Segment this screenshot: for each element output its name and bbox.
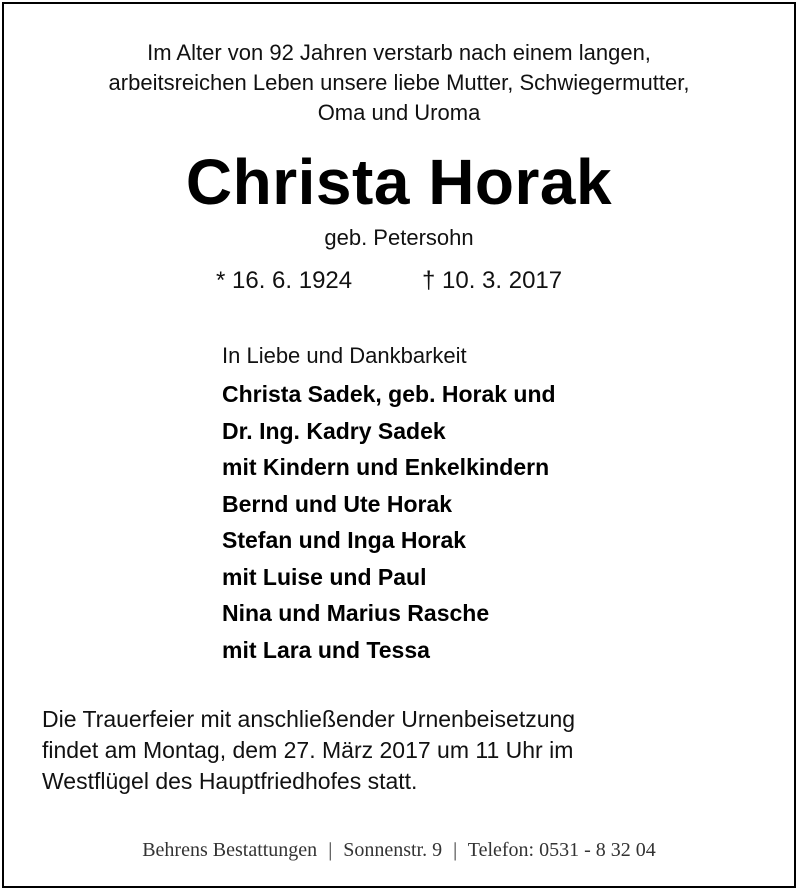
- mourners-intro: In Liebe und Dankbarkeit: [222, 343, 467, 368]
- funeral-home-footer: [4, 836, 794, 864]
- intro-line: Oma und Uroma: [317, 100, 481, 125]
- mourner-line: Nina und Marius Rasche: [222, 600, 490, 626]
- intro-line: Im Alter von 92 Jahren verstarb nach einem langen,: [147, 40, 651, 65]
- death-date: † 10. 3. 2017: [422, 267, 563, 294]
- funeral-home-name: Behrens Bestattungen: [142, 839, 318, 861]
- mourner-line: Stefan und Inga Horak: [222, 527, 467, 553]
- maiden-name: geb. Petersohn: [324, 225, 474, 250]
- footer-separator: |: [328, 839, 333, 861]
- footer-separator: |: [453, 839, 458, 861]
- birth-date: * 16. 6. 1924: [216, 267, 353, 294]
- deceased-name: Christa Horak: [185, 146, 613, 218]
- mourner-line: Dr. Ing. Kadry Sadek: [222, 417, 446, 444]
- funeral-notice: [42, 704, 575, 797]
- funeral-line: findet am Montag, dem 27. März 2017 um 11 Uhr im: [42, 737, 574, 763]
- mourner-line: mit Luise und Paul: [222, 563, 427, 590]
- funeral-home-phone: Telefon: 0531 - 8 32 04: [467, 839, 656, 861]
- mourner-line: mit Kindern und Enkelkindern: [222, 454, 550, 480]
- funeral-home-address: Sonnenstr. 9: [343, 839, 443, 861]
- funeral-line: Die Trauerfeier mit anschließender Urnenbeisetzung: [42, 706, 576, 732]
- mourner-line: Christa Sadek, geb. Horak und: [222, 381, 556, 407]
- obituary-notice: [2, 2, 796, 888]
- funeral-line: Westflügel des Hauptfriedhofes statt.: [42, 768, 418, 794]
- intro-text: [4, 38, 794, 128]
- mourner-line: mit Lara und Tessa: [222, 636, 430, 663]
- intro-line: arbeitsreichen Leben unsere liebe Mutter, Schwiegermutter,: [108, 70, 690, 95]
- mourners-list: [222, 342, 556, 668]
- mourner-line: Bernd und Ute Horak: [222, 490, 453, 517]
